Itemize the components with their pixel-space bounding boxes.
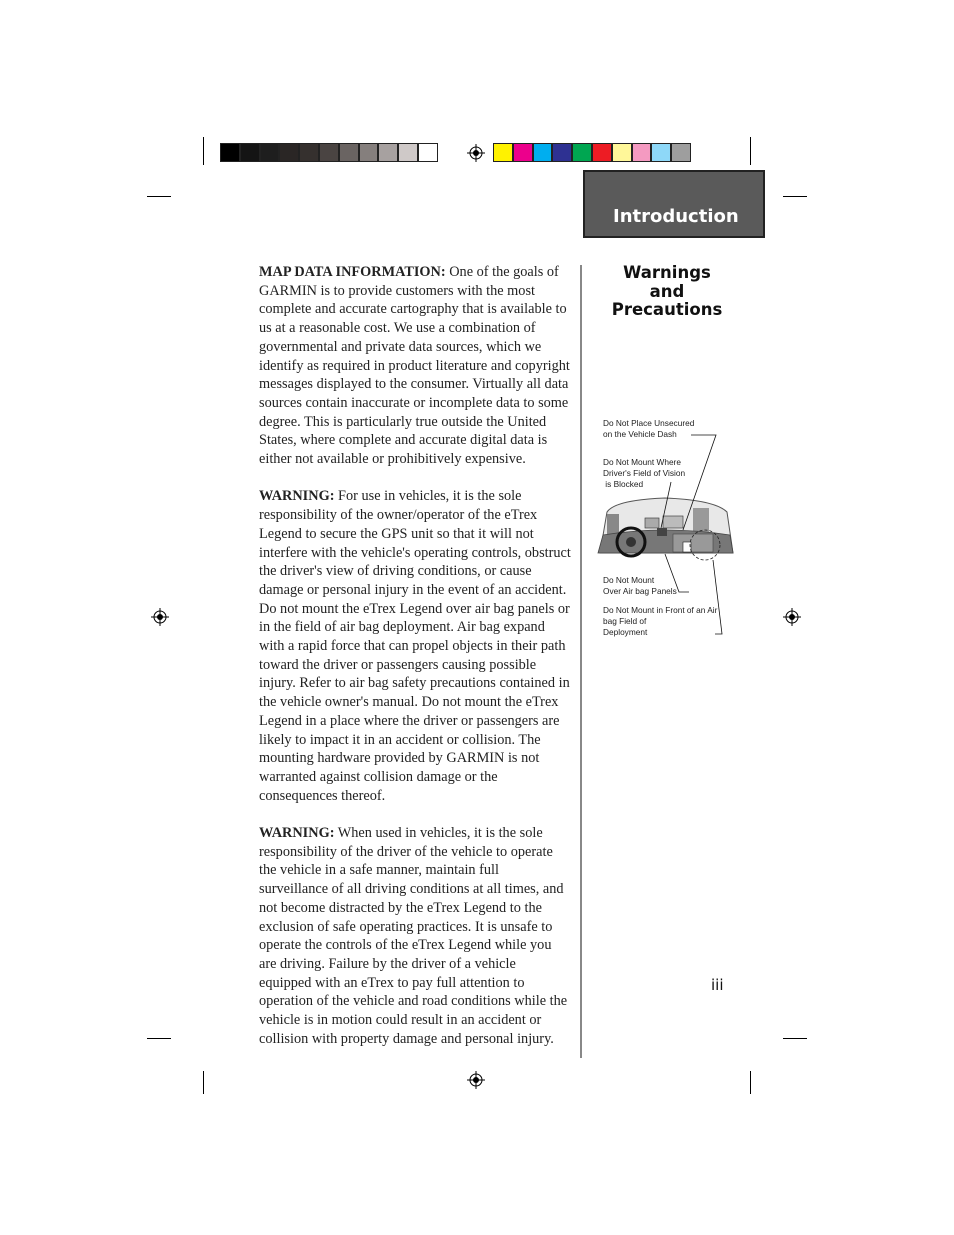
color-swatch [339,143,359,162]
section-tab-title: Introduction [613,206,739,227]
paragraph-lead: WARNING: [259,825,335,842]
sidebar-title-line: Warnings [623,263,711,282]
color-swatch [493,143,513,162]
crop-mark [783,1038,807,1039]
callout-line: Deployment [603,627,648,637]
crop-mark [147,196,171,197]
color-swatch [240,143,260,162]
paragraph-text: One of the goals of GARMIN is to provide customers with the most complete and accurate cartography that is available to us at a reasonable cost. We use a combination of governmental and private data sources, which we identify as required in product literature and copyright messages displayed to the consumer. Virtually all data sources contain inaccurate or incomplete data to some degree. This is particularly true outside the United States, where complete and accurate digital data is either not available or prohibitively expensive. [259,264,570,468]
paragraph-map-data [259,263,571,469]
callout-line: Do Not Mount Where [603,457,681,467]
paragraph-text: For use in vehicles, it is the sole responsibility of the owner/operator of the eTrex Legend to secure the GPS unit so that it will not interfere with the vehicle's operating controls, obstruct the driver's view of driving conditions, or cause damage or personal injury in the event of an accident. Do not mount the eTrex Legend over air bag panels or in the field of air bag deployment. Air bag expand with a rapid force that can propel objects in their path toward the driver or passengers causing possible injury. Refer to air bag safety precautions contained in the vehicle owner's manual. Do not mount the eTrex Legend in a place where the driver or passengers are likely to impact it in an accident or collision. The mounting hardware provided by GARMIN is not warranted against collision damage or the consequences thereof. [259,488,571,804]
color-swatch [671,143,691,162]
paragraph-lead: WARNING: [259,488,335,505]
color-swatch [359,143,379,162]
paragraph-lead: MAP DATA INFORMATION: [259,264,446,280]
vehicle-dash-illustration [595,430,735,640]
callout-line: on the Vehicle Dash [603,429,677,439]
crop-mark [750,1071,751,1094]
color-swatch [592,143,612,162]
crop-mark [750,137,751,165]
color-swatch [513,143,533,162]
sidebar-title-line: and [649,281,685,301]
sidebar-title [596,264,738,320]
color-swatch [418,143,438,162]
color-swatch [632,143,652,162]
callout-line: is Blocked [603,479,644,489]
section-tab [583,170,765,238]
color-swatch [572,143,592,162]
registration-mark-icon [467,1071,485,1089]
callout-line: bag Field of [603,616,647,626]
color-swatch [260,143,280,162]
sidebar-title-line: Precautions [611,300,723,319]
paragraph-text: When used in vehicles, it is the sole responsibility of the driver of the vehicle to operate the vehicle in a safe manner, maintain full surveillance of all driving conditions at all times, and not become distracted by the eTrex Legend to the exclusion of safe operating practices. It is unsafe to operate the controls of the eTrex Legend while you are driving. Failure by the driver of a vehicle equipped with an eTrex to pay full attention to operation of the vehicle and road conditions while the vehicle is in motion could result in an accident or collision with property damage and personal injury. [259,825,568,1047]
process-color-bar [493,143,691,164]
registration-mark-icon [151,608,169,626]
color-swatch [398,143,418,162]
color-swatch [612,143,632,162]
callout-line: Over Air bag Panels [603,586,677,596]
paragraph-warning-driving [259,824,571,1048]
column-divider [580,265,582,1058]
callout-line: Do Not Place Unsecured [603,418,695,428]
crop-mark [203,1071,204,1094]
callout-line: Do Not Mount in Front of an Air [603,605,718,615]
callout-line: Driver's Field of Vision [603,468,686,478]
color-swatch [220,143,240,162]
color-swatch [651,143,671,162]
registration-mark-icon [783,608,801,626]
page-number: iii [711,976,724,994]
color-swatch [299,143,319,162]
main-text-column [259,263,571,1067]
grayscale-color-bar [220,143,438,164]
crop-mark [147,1038,171,1039]
crop-mark [203,137,204,165]
crop-mark [783,196,807,197]
color-swatch [319,143,339,162]
color-swatch [279,143,299,162]
color-swatch [378,143,398,162]
paragraph-warning-mounting [259,487,571,805]
registration-mark-icon [467,144,485,162]
color-swatch [552,143,572,162]
color-swatch [533,143,553,162]
callout-line: Do Not Mount [603,575,655,585]
